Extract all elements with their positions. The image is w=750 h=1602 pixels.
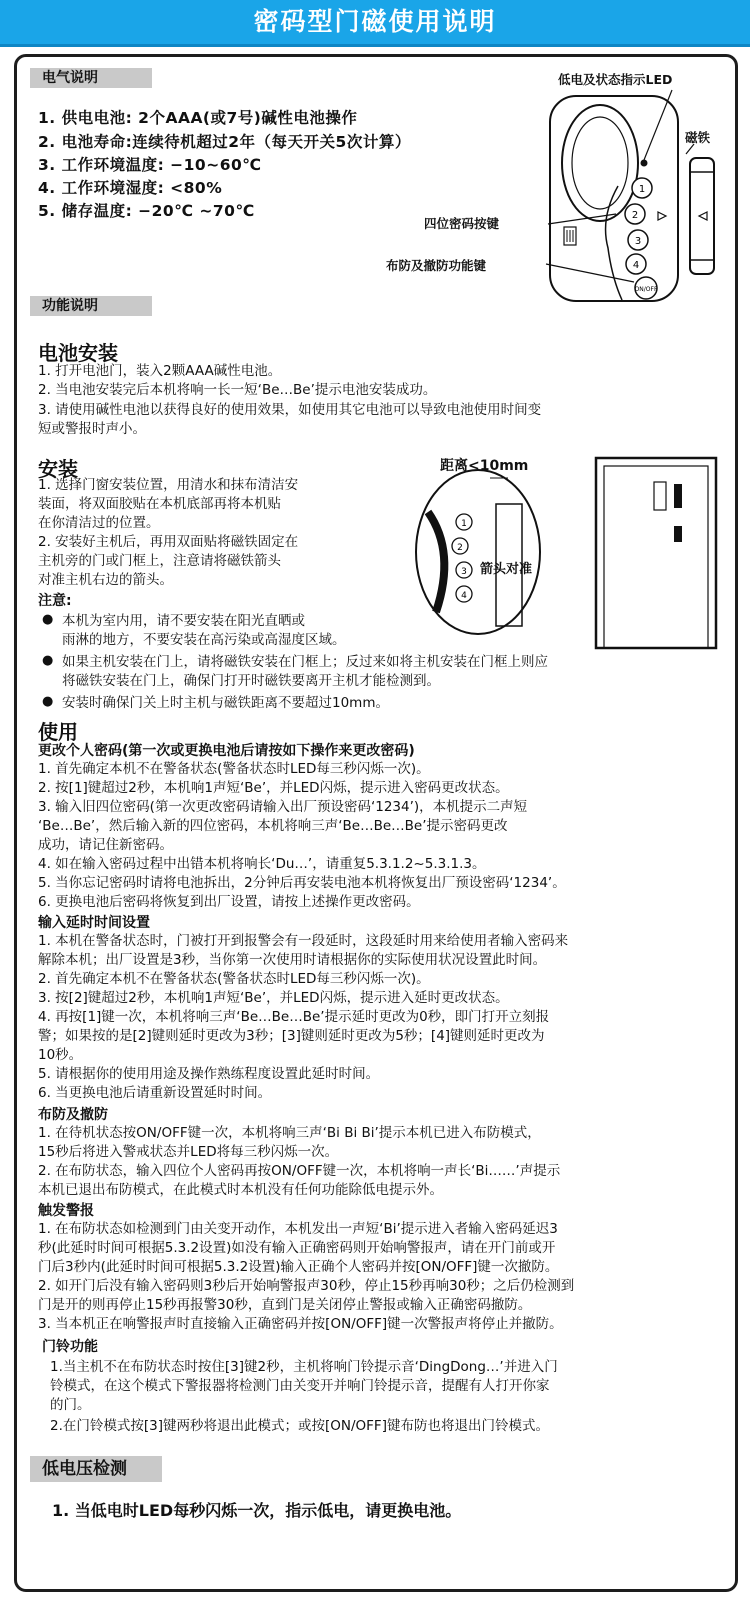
page-title: 密码型门磁使用说明 — [253, 7, 497, 36]
doorbell-title: 门铃功能 — [42, 1339, 98, 1355]
arm-line: 1. 在待机状态按ON/OFF键一次，本机将响三声‘Bi Bi Bi’提示本机已进入布防模式， — [38, 1125, 541, 1141]
alarm-line: 1. 在布防状态如检测到门由关变开动作，本机发出一声短‘Bi’提示进入者输入密码延迟3 — [38, 1221, 558, 1237]
section-tag-function: 功能说明 — [30, 296, 152, 316]
delay-line: 2. 首先确定本机不在警备状态(警备状态时LED每三秒闪烁一次)。 — [38, 971, 430, 987]
note-line: 如果主机安装在门上，请将磁铁安装在门框上；反过来如将主机安装在门框上则应 — [62, 654, 548, 670]
delay-line: 3. 按[2]键超过2秒，本机响1声短‘Be’，并LED闪烁，提示进入延时更改状态。 — [38, 990, 509, 1006]
bullet: ● — [42, 653, 54, 668]
password-line: 成功，请记住新密码。 — [38, 837, 173, 853]
section-tag-electrical: 电气说明 — [30, 68, 152, 88]
distance-label: 距离<10mm — [440, 458, 529, 474]
doorbell-line: 的门。 — [50, 1397, 91, 1413]
zoom-key-4: 4 — [461, 591, 467, 601]
alarm-line: 3. 当本机正在响警报声时直接输入正确密码并按[ON/OFF]键一次警报声将停止并撤防。 — [38, 1316, 563, 1332]
note-line: 将磁铁安装在门上，确保门打开时磁铁要离开主机才能检测到。 — [62, 673, 440, 689]
electrical-item: 5. 储存温度: −20℃ ~70℃ — [38, 202, 255, 220]
bullet: ● — [42, 694, 54, 709]
note-line: 雨淋的地方，不要安装在高污染或高湿度区域。 — [62, 632, 346, 648]
install-line: 1. 选择门窗安装位置，用清水和抹布清洁安 — [38, 477, 299, 493]
delay-title: 输入延时时间设置 — [38, 915, 150, 931]
install-line: 在你清洁过的位置。 — [38, 515, 160, 531]
password-line: 2. 按[1]键超过2秒，本机响1声短‘Be’，并LED闪烁，提示进入密码更改状态。 — [38, 780, 509, 796]
doorbell-line: 铃模式，在这个模式下警报器将检测门由关变开并响门铃提示音，提醒有人打开你家 — [50, 1378, 550, 1394]
battery-line: 短或警报时声小。 — [38, 421, 146, 437]
led-indicator — [641, 160, 648, 167]
arrow-align-label: 箭头对准 — [480, 562, 533, 577]
note-line: 安装时确保门关上时主机与磁铁距离不要超过10mm。 — [62, 695, 389, 711]
battery-line: 2. 当电池安装完后本机将响一长一短‘Be…Be’提示电池安装成功。 — [38, 382, 437, 398]
install-title: 安装 — [38, 457, 78, 481]
password-line: 4. 如在输入密码过程中出错本机将响长‘Du…’，请重复5.3.1.2~5.3.1.3。 — [38, 856, 486, 872]
arm-title: 布防及撤防 — [38, 1107, 108, 1123]
doorbell-line: 1.当主机不在布防状态时按住[3]键2秒，主机将响门铃提示音‘DingDong…’并进入门 — [50, 1359, 558, 1375]
install-line: 对准主机右边的箭头。 — [38, 572, 173, 588]
install-line: 主机旁的门或门框上，注意请将磁铁箭头 — [38, 553, 281, 569]
delay-line: 6. 当更换电池后请重新设置延时时间。 — [38, 1085, 272, 1101]
doorbell-line: 2.在门铃模式按[3]键两秒将退出此模式；或按[ON/OFF]键布防也将退出门铃模式。 — [50, 1418, 549, 1434]
electrical-item: 4. 工作环境湿度: <80% — [38, 179, 223, 197]
zoom-key-3: 3 — [461, 567, 467, 577]
zoom-key-2: 2 — [457, 543, 463, 553]
bullet: ● — [42, 612, 54, 627]
battery-line: 1. 打开电池门，装入2颗AAA碱性电池。 — [38, 363, 282, 379]
zoom-key-1: 1 — [461, 519, 467, 529]
speaker-grille — [562, 105, 638, 221]
install-line: 2. 安装好主机后，再用双面贴将磁铁固定在 — [38, 534, 299, 550]
low-voltage-line: 1. 当低电时LED每秒闪烁一次，指示低电，请更换电池。 — [52, 1501, 462, 1520]
arm-key-label: 布防及撤防功能键 — [386, 258, 487, 273]
install-line: 装面，将双面胶贴在本机底部再将本机贴 — [38, 496, 281, 512]
delay-line: 解除本机；出厂设置是3秒，当你第一次使用时请根据你的实际使用状况设置此时间。 — [38, 952, 547, 968]
keys-label: 四位密码按键 — [424, 216, 500, 231]
arm-line: 本机已退出布防模式，在此模式时本机没有任何功能除低电提示外。 — [38, 1182, 443, 1198]
electrical-item: 1. 供电电池: 2个AAA(或7号)碱性电池操作 — [38, 109, 358, 127]
key-3-label: 3 — [634, 236, 642, 247]
battery-install-title: 电池安装 — [38, 341, 118, 365]
delay-line: 警；如果按的是[2]键则延时更改为3秒；[3]键则延时更改为5秒；[4]键则延时更改为 — [38, 1028, 545, 1044]
password-line: 6. 更换电池后密码将恢复到出厂设置，请按上述操作更改密码。 — [38, 894, 420, 910]
alarm-line: 门是开的则再停止15秒再报警30秒，直到门是关闭停止警报或输入正确密码撤防。 — [38, 1297, 532, 1313]
door-sensor — [654, 482, 666, 510]
battery-line: 3. 请使用碱性电池以获得良好的使用效果，如使用其它电池可以导致电池使用时间变 — [38, 402, 542, 418]
password-line: 3. 输入旧四位密码(第一次更改密码请输入出厂预设密码‘1234’)，本机提示二声短 — [38, 799, 528, 815]
delay-line: 10秒。 — [38, 1047, 83, 1063]
password-line: 1. 首先确定本机不在警备状态(警备状态时LED每三秒闪烁一次)。 — [38, 761, 430, 777]
title-bar — [0, 0, 750, 47]
arm-line: 2. 在布防状态，输入四位个人密码再按ON/OFF键一次，本机将响一声长‘Bi……’声提示 — [38, 1163, 561, 1179]
magnet-label: 磁铁 — [685, 130, 711, 145]
magnet-body — [690, 158, 714, 274]
alarm-line: 秒(此延时时间可根据5.3.2设置)如没有输入正确密码则开始响警报声，请在开门前或开 — [38, 1240, 556, 1256]
section-tag-low-voltage: 低电压检测 — [30, 1456, 162, 1482]
password-line: 5. 当你忘记密码时请将电池拆出，2分钟后再安装电池本机将恢复出厂预设密码‘1234’。 — [38, 875, 566, 891]
body-arrow — [658, 212, 666, 220]
password-line: ‘Be…Be’，然后输入新的四位密码，本机将响三声‘Be…Be…Be’提示密码更改 — [38, 818, 508, 834]
alarm-line: 门后3秒内(此延时时间可根据5.3.2设置)输入正确个人密码并按[ON/OFF]键一次撤防。 — [38, 1259, 559, 1275]
usage-title: 使用 — [38, 720, 78, 744]
electrical-item: 3. 工作环境温度: −10~60℃ — [38, 156, 262, 174]
delay-line: 5. 请根据你的使用用途及操作熟练程度设置此延时时间。 — [38, 1066, 380, 1082]
alarm-line: 2. 如开门后没有输入密码则3秒后开始响警报声30秒，停止15秒再响30秒；之后仍检测到 — [38, 1278, 575, 1294]
note-line: 本机为室内用，请不要安装在阳光直晒或 — [62, 613, 305, 629]
led-label: 低电及状态指示LED — [558, 72, 673, 87]
magnet-arrow — [699, 212, 707, 220]
key-4-label: 4 — [632, 260, 640, 271]
door-frame — [596, 458, 716, 648]
note-title: 注意: — [38, 593, 72, 609]
key-onoff-label: ON/OFF — [634, 286, 658, 293]
key-2-label: 2 — [631, 210, 639, 221]
password-title: 更改个人密码(第一次或更换电池后请按如下操作来更改密码) — [38, 743, 415, 759]
key-1-label: 1 — [638, 184, 646, 195]
electrical-item: 2. 电池寿命:连续待机超过2年（每天开关5次计算） — [38, 133, 411, 151]
delay-line: 1. 本机在警备状态时，门被打开到报警会有一段延时，这段延时用来给使用者输入密码来 — [38, 933, 569, 949]
delay-line: 4. 再按[1]键一次，本机将响三声‘Be…Be…Be’提示延时更改为0秒，即门打开立刻报 — [38, 1009, 550, 1025]
alarm-title: 触发警报 — [38, 1203, 94, 1219]
arm-line: 15秒后将进入警戒状态并LED将每三秒闪烁一次。 — [38, 1144, 339, 1160]
